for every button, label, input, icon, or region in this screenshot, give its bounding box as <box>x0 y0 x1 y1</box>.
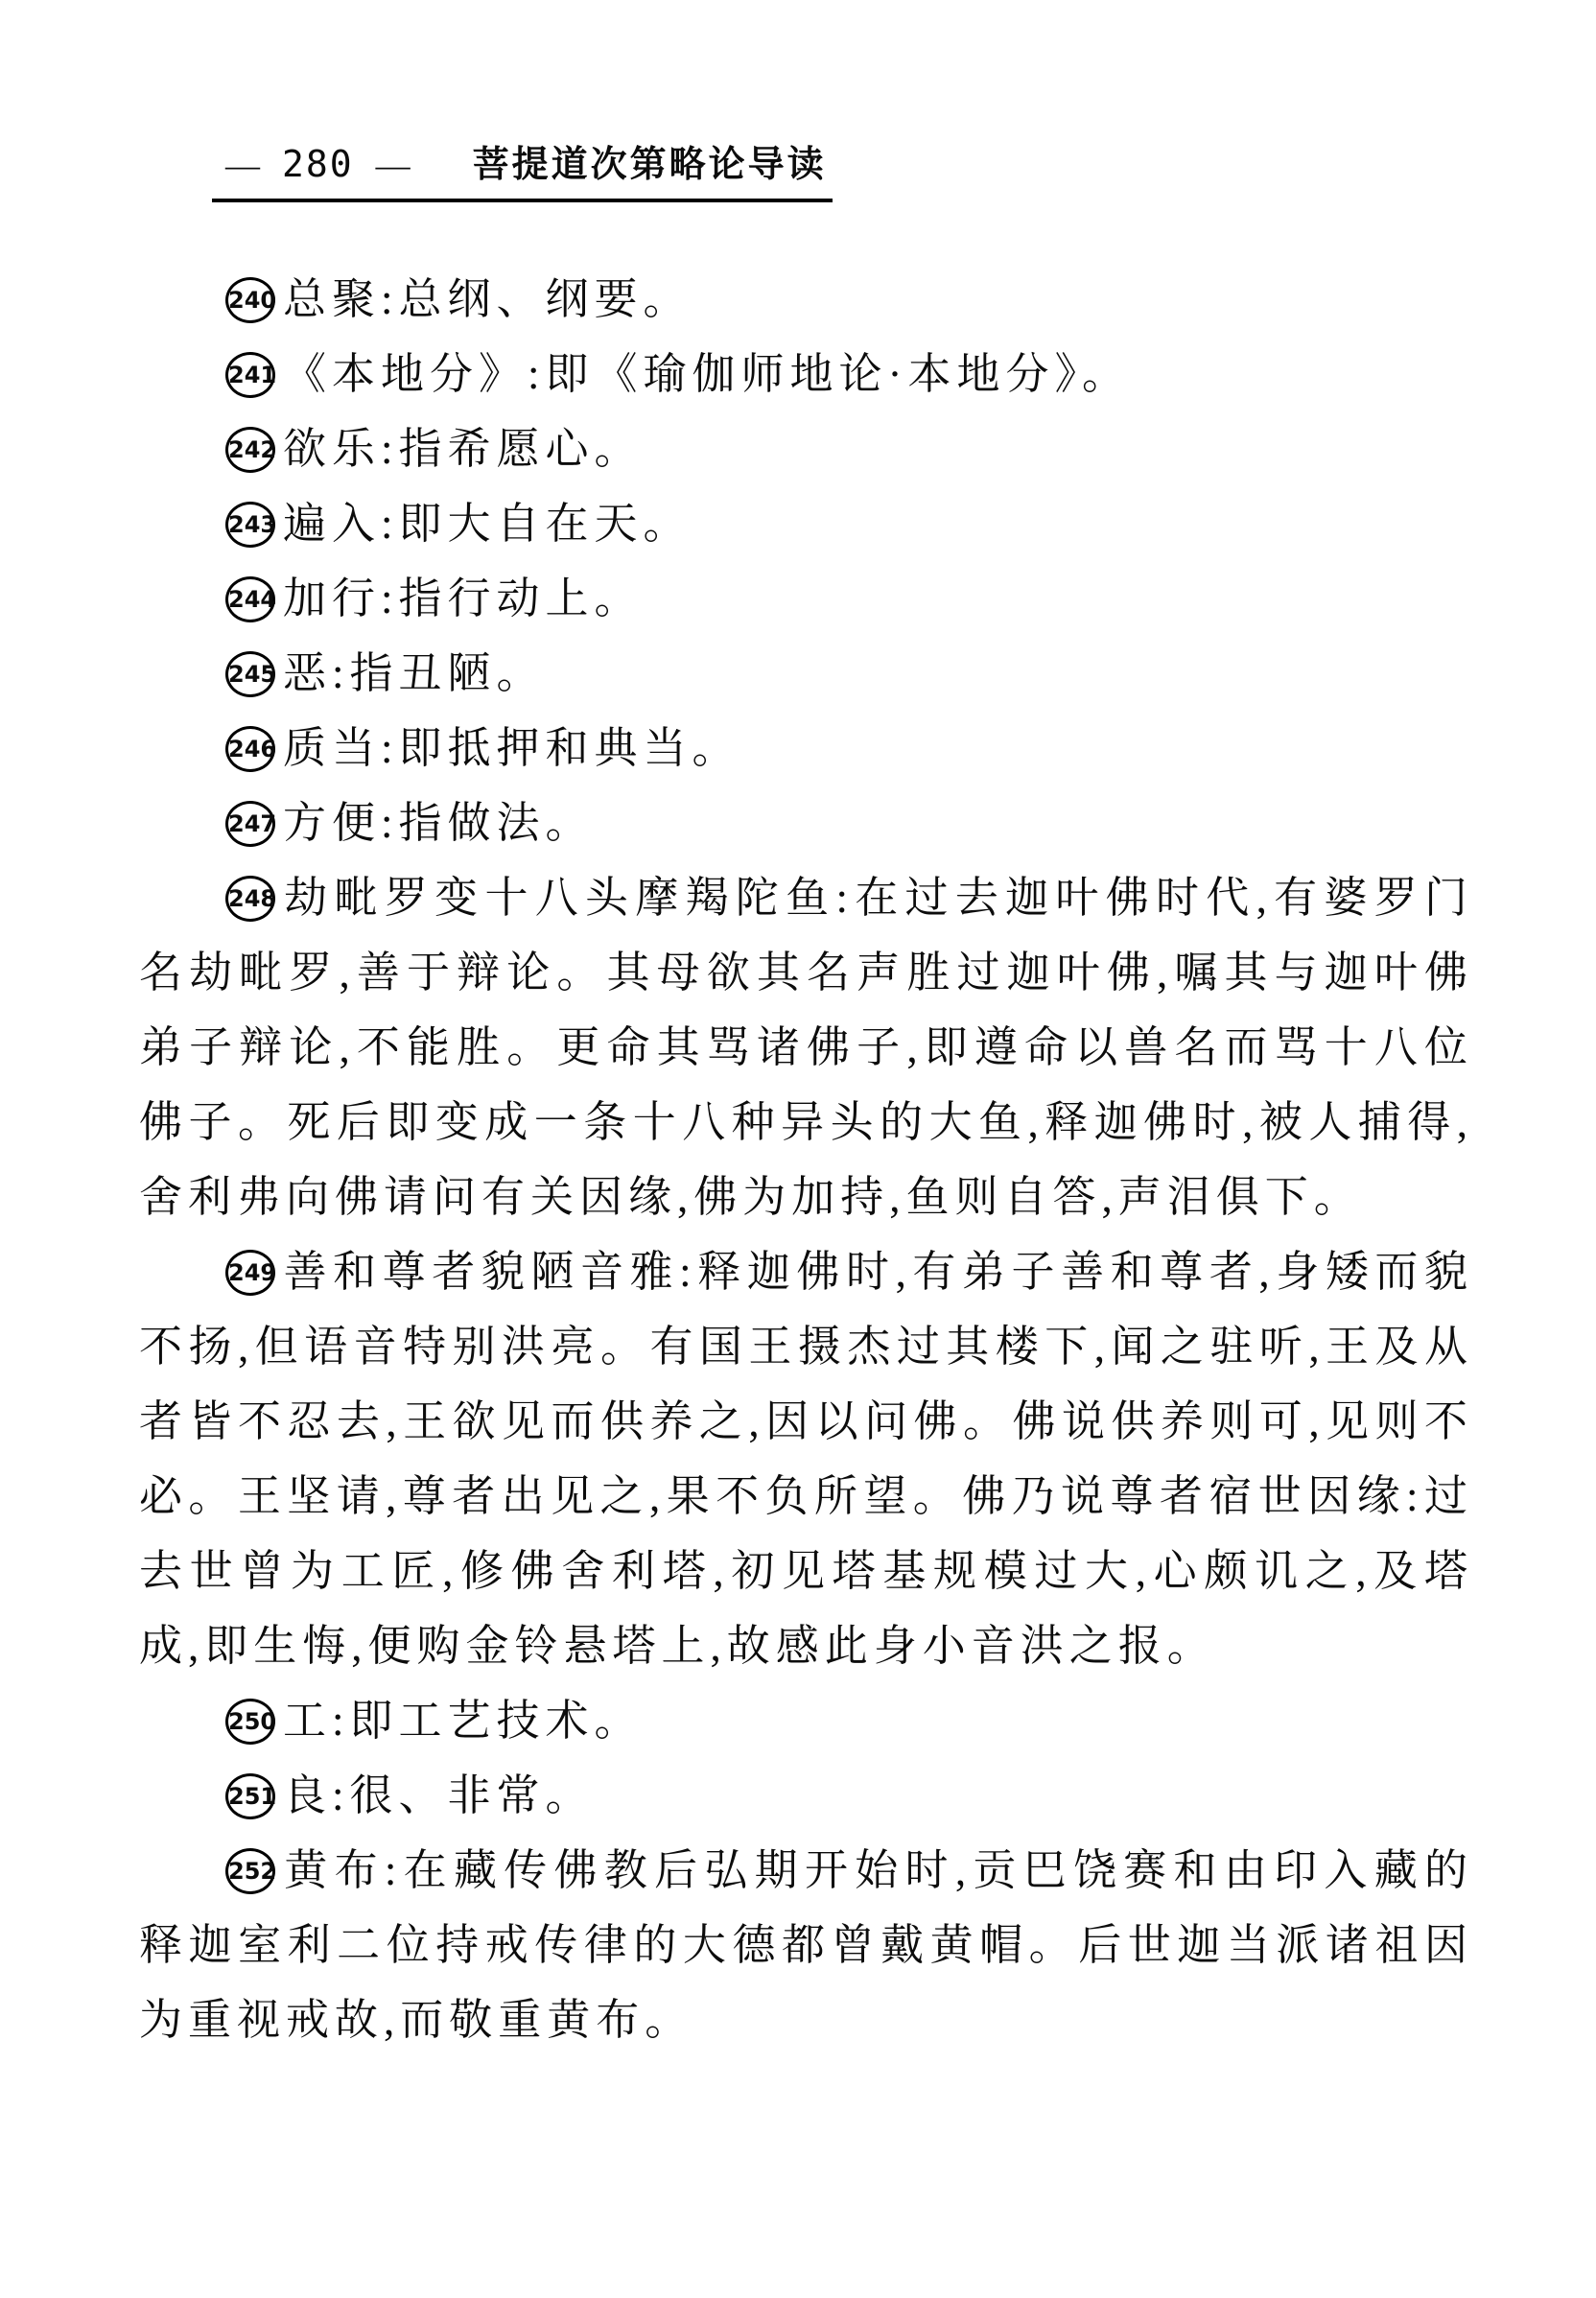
note-text: 良:很、非常。 <box>283 1771 595 1819</box>
note-number-badge: 244 <box>225 576 275 622</box>
header-dash-left: — <box>225 146 260 184</box>
note-number-badge: 241 <box>225 352 275 398</box>
note-text: 遍入:即大自在天。 <box>283 500 692 548</box>
note-item-240 <box>139 262 1473 337</box>
note-number-badge: 248 <box>225 876 275 922</box>
note-number-badge: 246 <box>225 726 275 772</box>
page-header <box>212 142 833 202</box>
note-item-242 <box>139 411 1473 486</box>
note-text: 欲乐:指希愿心。 <box>283 425 644 473</box>
note-item-244 <box>139 561 1473 636</box>
note-item-252 <box>139 1833 1473 2057</box>
note-item-246 <box>139 711 1473 786</box>
note-item-247 <box>139 786 1473 860</box>
note-number-badge: 243 <box>225 502 275 548</box>
endnotes-list <box>139 262 1473 2057</box>
note-text: 黄布:在藏传佛教后弘期开始时,贡巴饶赛和由印入藏的释迦室利二位持戒传律的大德都曾戴黄帽。后世迦当派诸祖因为重视戒故,而敬重黄布。 <box>139 1846 1473 2044</box>
note-item-251 <box>139 1758 1473 1833</box>
note-number-badge: 249 <box>225 1250 275 1296</box>
note-number-badge: 240 <box>225 277 275 323</box>
note-text: 《本地分》:即《瑜伽师地论·本地分》。 <box>283 350 1131 398</box>
note-number-badge: 242 <box>225 427 275 473</box>
note-item-245 <box>139 636 1473 711</box>
note-text: 工:即工艺技术。 <box>283 1697 644 1745</box>
note-text: 劫毗罗变十八头摩羯陀鱼:在过去迦叶佛时代,有婆罗门名劫毗罗,善于辩论。其母欲其名声胜过迦叶佛,嘱其与迦叶佛弟子辩论,不能胜。更命其骂诸佛子,即遵命以兽名而骂十八位佛子。死后即变成一条十八种异头的大鱼,释迦佛时,被人捕得,舍利弗向佛请问有关因缘,佛为加持,鱼则自答,声泪俱下。 <box>139 874 1473 1221</box>
note-number-badge: 250 <box>225 1699 275 1745</box>
note-text: 加行:指行动上。 <box>283 574 644 622</box>
note-item-248 <box>139 860 1473 1234</box>
note-item-243 <box>139 486 1473 561</box>
page-number: 280 <box>282 143 354 185</box>
note-item-250 <box>139 1683 1473 1758</box>
note-item-249 <box>139 1234 1473 1683</box>
note-text: 质当:即抵押和典当。 <box>283 724 741 772</box>
note-number-badge: 251 <box>225 1773 275 1819</box>
header-dash-right: — <box>375 146 411 184</box>
note-text: 总聚:总纲、纲要。 <box>283 275 692 323</box>
note-text: 善和尊者貌陋音雅:释迦佛时,有弟子善和尊者,身矮而貌不扬,但语音特别洪亮。有国王摄杰过其楼下,闻之驻听,王及从者皆不忍去,王欲见而供养之,因以问佛。佛说供养则可,见则不必。王坚请,尊者出见之,果不负所望。佛乃说尊者宿世因缘:过去世曾为工匠,修佛舍利塔,初见塔基规模过大,心颇讥之,及塔成,即生悔,便购金铃悬塔上,故感此身小音洪之报。 <box>139 1248 1473 1670</box>
note-item-241 <box>139 337 1473 411</box>
note-text: 方便:指做法。 <box>283 799 595 847</box>
note-number-badge: 252 <box>225 1848 275 1894</box>
note-number-badge: 245 <box>225 651 275 697</box>
note-number-badge: 247 <box>225 801 275 847</box>
book-title: 菩提道次第略论导读 <box>472 145 827 185</box>
note-text: 恶:指丑陋。 <box>283 649 546 697</box>
